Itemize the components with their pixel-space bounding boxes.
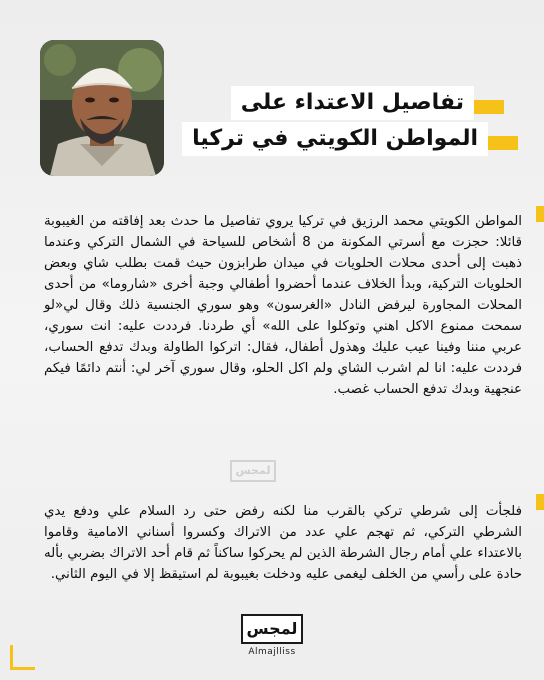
brand-logo: لمجس (241, 614, 303, 644)
brand-name: Almajlliss (248, 647, 296, 657)
profile-photo (40, 40, 164, 176)
corner-accent (10, 645, 35, 670)
title-line-1: تفاصيل الاعتداء على (231, 86, 474, 120)
article-paragraph-2: فلجأت إلى شرطي تركي بالقرب منا لكنه رفض حتى رد السلام علي ودفع يدي الشرطي التركي، ثم تهجم علي عدد من الاتراك وكسروا أسناني الامامية وقاموا بالاعتداء علي أمام رجال الشرطة الذين لم يحركوا ساكناً ثم قام أحد الاتراك بضربي بأله حادة على رأسي من الخلف ليغمى عليه ودخلت بغيبوبة لم استيقظ إلا في اليوم الثاني. (44, 504, 522, 583)
title-line-2: المواطن الكويتي في تركيا (182, 122, 488, 156)
article-paragraph-1: المواطن الكويتي محمد الرزيق في تركيا يروي تفاصيل ما حدث بعد إفاقته من الغيبوبة قائلا: حجزت مع أسرتي المكونة من 8 أشخاص للسياحة في الشمال التركي وعندما ذهبت إلى أحدى محلات الحلويات في ميدان طرابزون حيث قمت بطلب شاي وبعض الحلويات التركية، وبدأ الخلاف عندما أحضروا أطفالي وجبة أخرى «شاروما» من أحدى المحلات المجاورة ليرفض النادل «الغرسون» وهو سوري الجنسية ذلك وقال لي«لو سمحت ممنوع الاكل اهني وتوكلوا على الله» أي طردنا. فرددت عليه: انت سوري، عربي مننا وفينا عيب عليك وهذول أطفال، فقال: اتركوا الطاولة وبدك تدفع الحساب، فرددت عليه: انا لم اشرب الشاي ولم اكل الحلو، وقال سوري آخر لي: أنتم دائمًا فيكم عنجهية وبدك تدفع الحساب غصب. (44, 214, 522, 398)
side-accent-2 (536, 494, 544, 510)
side-accent-1 (536, 206, 544, 222)
watermark-logo: لمجس (230, 460, 276, 482)
